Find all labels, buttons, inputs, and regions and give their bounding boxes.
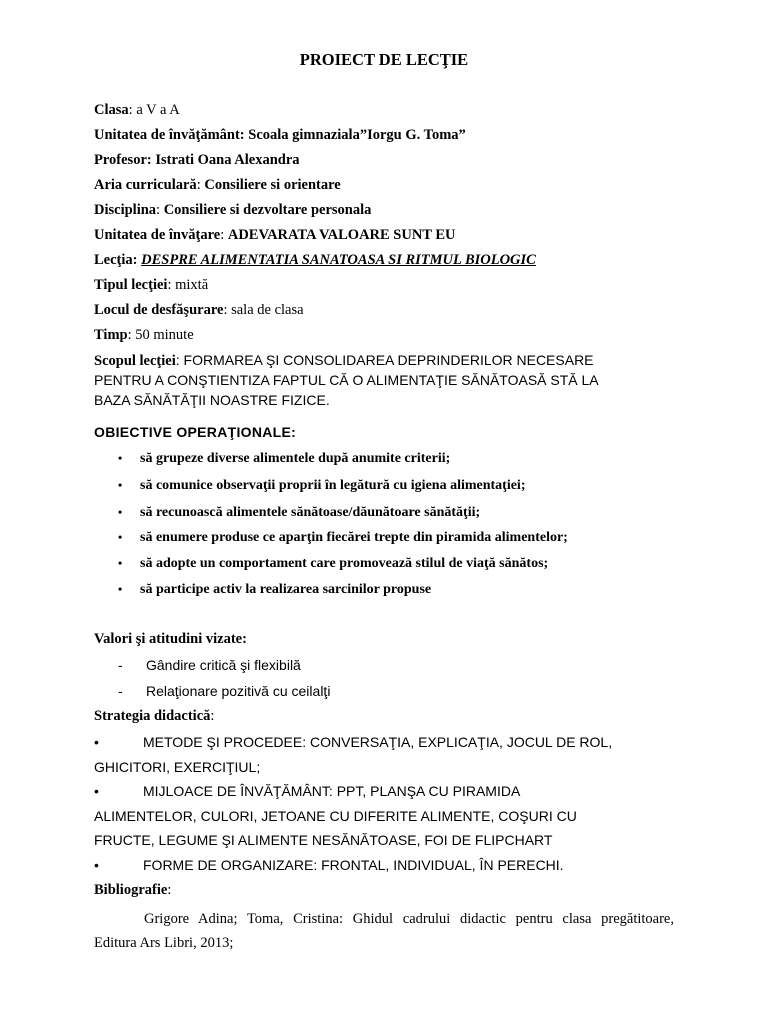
strategy-text-cont: FRUCTE, LEGUME ŞI ALIMENTE NESĂNĂTOASE, FOI DE FLIPCHART — [94, 832, 553, 848]
dash-icon: - — [118, 683, 123, 699]
strategy-text: MIJLOACE DE ÎNVĂŢĂMÂNT: PPT, PLANŞA CU PIRAMIDA — [143, 783, 521, 799]
objective-item — [118, 505, 480, 521]
objective-text: să enumere produse ce aparţin fiecărei trepte din piramida alimentelor; — [140, 530, 568, 545]
field-value: 50 minute — [135, 327, 194, 343]
bullet-icon: • — [94, 857, 99, 873]
bullet-icon: • — [118, 556, 123, 570]
strategy-item — [94, 857, 564, 873]
field-label: Timp — [94, 327, 128, 343]
strategy-item — [94, 783, 520, 799]
field-lectia — [94, 252, 536, 269]
field-value: mixtă — [175, 277, 209, 293]
objectives-title: OBIECTIVE OPERAŢIONALE: — [94, 424, 297, 440]
field-label: Locul de desfăşurare — [94, 302, 224, 318]
strategy-title — [94, 708, 214, 725]
field-value: a V a A — [136, 102, 180, 118]
strategy-item — [94, 734, 612, 750]
field-sep: : — [156, 202, 164, 218]
field-value: Consiliere si dezvoltare personala — [163, 202, 372, 218]
page-title: PROIECT DE LECŢIE — [299, 50, 469, 69]
field-value: DESPRE ALIMENTATIA SANATOASA SI RITMUL BIOLOGIC — [141, 252, 536, 268]
field-label: Disciplina — [94, 202, 157, 218]
field-timp — [94, 327, 194, 344]
objective-text: să recunoască alimentele sănătoase/dăunătoare sănătăţii; — [140, 505, 481, 520]
field-label: Profesor: Istrati Oana Alexandra — [94, 152, 300, 168]
value-text: Gândire critică şi flexibilă — [146, 657, 301, 673]
objective-text: să grupeze diverse alimentele după anumite criterii; — [140, 451, 451, 466]
value-item — [118, 683, 330, 699]
bullet-icon: • — [118, 505, 123, 519]
bullet-icon: • — [118, 478, 123, 492]
strategy-text-cont: GHICITORI, EXERCIŢIUL; — [94, 759, 261, 775]
field-disciplina — [94, 202, 371, 219]
field-sep: : — [196, 177, 205, 193]
field-label: Clasa — [94, 102, 129, 118]
objective-text: să adopte un comportament care promovează stilul de viaţă sănătos; — [140, 556, 549, 571]
values-title: Valori şi atitudini vizate: — [94, 631, 247, 647]
bullet-icon: • — [94, 734, 99, 750]
field-label: Aria curriculară — [94, 177, 197, 193]
field-sep: : — [167, 277, 176, 293]
field-sep: : — [127, 327, 136, 343]
strategy-text-cont: ALIMENTELOR, CULORI, JETOANE CU DIFERITE ALIMENTE, COŞURI CU — [94, 808, 577, 824]
field-unitatea — [94, 127, 466, 144]
field-tipul — [94, 277, 208, 294]
value-text: Relaţionare pozitivă cu ceilalţi — [146, 683, 331, 699]
field-sep: : — [223, 302, 232, 318]
bibliography-colon: : — [167, 882, 172, 898]
field-clasa — [94, 102, 180, 119]
field-profesor — [94, 152, 300, 169]
bullet-icon: • — [118, 530, 123, 544]
scop-text-2: PENTRU A CONŞTIENTIZA FAPTUL CĂ O ALIMENTAŢIE SĂNĂTOASĂ STĂ LA — [94, 372, 599, 388]
field-value: Consiliere si orientare — [204, 177, 341, 193]
field-label: Tipul lecţiei — [94, 277, 168, 293]
bullet-icon: • — [118, 582, 123, 596]
objective-item — [118, 556, 548, 572]
dash-icon: - — [118, 657, 123, 673]
objective-item — [118, 582, 431, 598]
objective-item — [118, 530, 568, 546]
field-locul — [94, 302, 304, 319]
bullet-icon: • — [118, 451, 123, 465]
field-label: Unitatea de învăţare — [94, 227, 221, 243]
value-item — [118, 657, 301, 673]
strategy-text: FORME DE ORGANIZARE: FRONTAL, INDIVIDUAL, ÎN PERECHI. — [143, 857, 564, 873]
scop-label: Scopul lecţiei — [94, 353, 176, 369]
objective-text: să participe activ la realizarea sarcinilor propuse — [140, 582, 432, 597]
bibliography-label: Bibliografie — [94, 882, 168, 898]
objective-item — [118, 478, 526, 494]
bullet-icon: • — [94, 783, 99, 799]
bibliography-title — [94, 882, 171, 899]
strategy-text: METODE ŞI PROCEDEE: CONVERSAŢIA, EXPLICAŢIA, JOCUL DE ROL, — [143, 734, 613, 750]
field-aria — [94, 177, 341, 194]
field-label: Lecţia — [94, 252, 133, 268]
scop-text-3: BAZA SĂNĂTĂŢII NOASTRE FIZICE. — [94, 392, 330, 408]
objective-text: să comunice observaţii proprii în legătură cu igiena alimentaţiei; — [140, 478, 526, 493]
strategy-colon: : — [210, 708, 215, 724]
field-value: ADEVARATA VALOARE SUNT EU — [227, 227, 456, 243]
strategy-label: Strategia didactică — [94, 708, 211, 724]
scop-line-1 — [94, 352, 594, 370]
bibliography-entry-cont: Editura Ars Libri, 2013; — [94, 935, 234, 951]
field-label: Unitatea de învăţământ: Scoala gimnaziala”Iorgu G. Toma” — [94, 127, 466, 143]
objective-item — [118, 451, 450, 467]
field-sep: : — [128, 102, 137, 118]
field-sep: : — [220, 227, 228, 243]
scop-text-1: : FORMAREA ŞI CONSOLIDAREA DEPRINDERILOR NECESARE — [175, 352, 594, 368]
field-value: sala de clasa — [231, 302, 304, 318]
field-sep: : — [132, 252, 142, 268]
field-unitatea-invatare — [94, 227, 456, 244]
bibliography-entry: Grigore Adina; Toma, Cristina: Ghidul cadrului didactic pentru clasa pregătitoare, — [144, 911, 674, 927]
